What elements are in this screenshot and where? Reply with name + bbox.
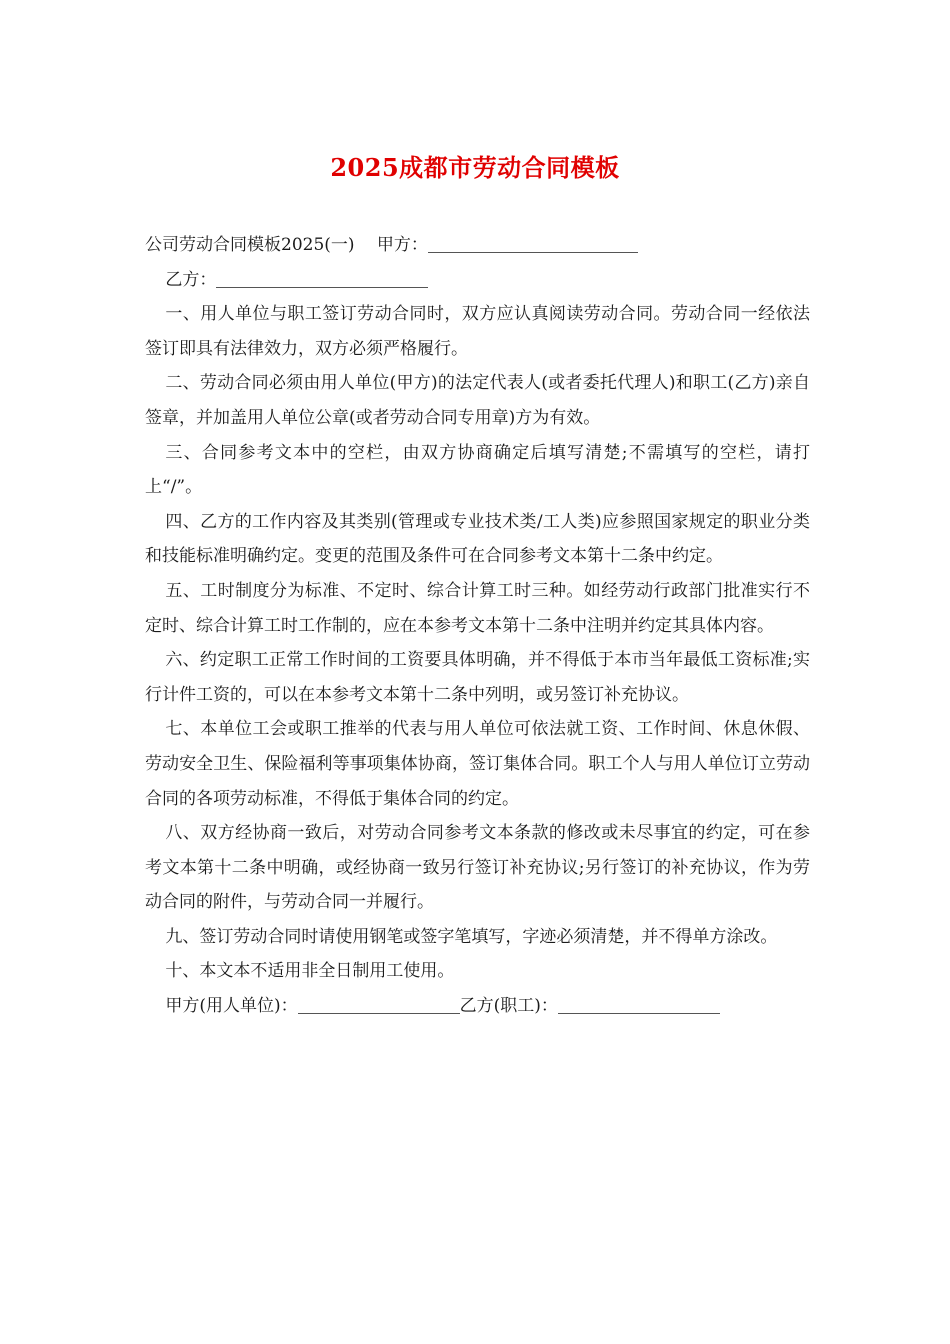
paragraph-6: 六、约定职工正常工作时间的工资要具体明确，并不得低于本市当年最低工资标准;实行计件工资的，可以在本参考文本第十二条中列明，或另签订补充协议。	[145, 650, 810, 705]
party-b-line	[145, 263, 810, 298]
signature-party-b-label: 乙方(职工)：	[459, 996, 558, 1017]
document-body	[145, 228, 810, 1024]
header-line	[145, 228, 810, 263]
paragraph-7: 七、本单位工会或职工推举的代表与用人单位可依法就工资、工作时间、休息休假、劳动安全卫生、保险福利等事项集体协商，签订集体合同。职工个人与用人单位订立劳动合同的各项劳动标准，不得低于集体合同的约定。	[145, 719, 810, 809]
paragraph-8: 八、双方经协商一致后，对劳动合同参考文本条款的修改或未尽事宜的约定，可在参考文本第十二条中明确，或经协商一致另行签订补充协议;另行签订的补充协议，作为劳动合同的附件，与劳动合同一并履行。	[145, 823, 810, 913]
paragraph-10: 十、本文本不适用非全日制用工使用。	[165, 961, 455, 982]
signature-line	[145, 989, 810, 1024]
paragraph-2: 二、劳动合同必须由用人单位(甲方)的法定代表人(或者委托代理人)和职工(乙方)亲自签章，并加盖用人单位公章(或者劳动合同专用章)方为有效。	[145, 373, 810, 428]
paragraph-9: 九、签订劳动合同时请使用钢笔或签字笔填写，字迹必须清楚，并不得单方涂改。	[165, 926, 778, 947]
paragraph-5: 五、工时制度分为标准、不定时、综合计算工时三种。如经劳动行政部门批准实行不定时、综合计算工时工作制的，应在本参考文本第十二条中注明并约定其具体内容。	[145, 580, 810, 636]
paragraph-4: 四、乙方的工作内容及其类别(管理或专业技术类/工人类)应参照国家规定的职业分类和技能标准明确约定。变更的范围及条件可在合同参考文本第十二条中约定。	[145, 511, 810, 567]
party-b-label: 乙方：	[165, 269, 217, 290]
page-title: 2025成都市劳动合同模板	[330, 153, 620, 182]
signature-party-b-blank	[558, 993, 720, 1014]
signature-party-a-blank	[298, 993, 460, 1014]
paragraph-1: 一、用人单位与职工签订劳动合同时，双方应认真阅读劳动合同。劳动合同一经依法签订即具有法律效力，双方必须严格履行。	[145, 304, 810, 359]
party-b-blank	[216, 267, 428, 288]
header-prefix: 公司劳动合同模板2025(一) 甲方：	[145, 235, 428, 255]
paragraph-3: 三、合同参考文本中的空栏，由双方协商确定后填写清楚;不需填写的空栏，请打上“/”。	[145, 442, 810, 498]
signature-party-a-label: 甲方(用人单位)：	[165, 996, 298, 1017]
party-a-blank	[428, 232, 638, 253]
